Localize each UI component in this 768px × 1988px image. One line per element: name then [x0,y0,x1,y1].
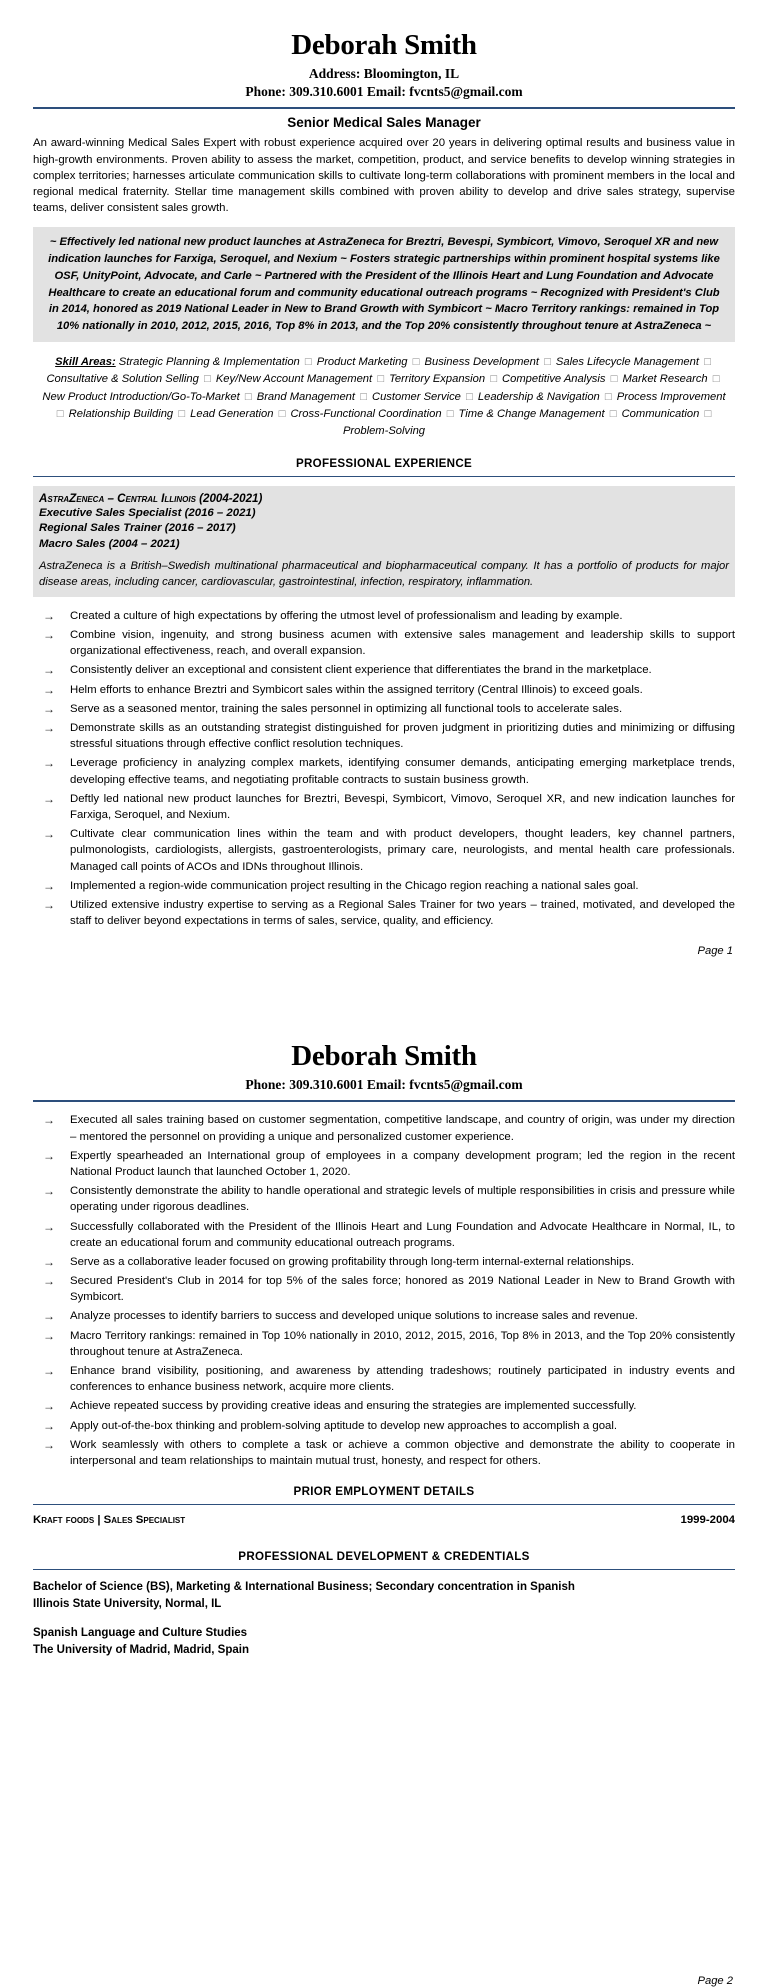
bullet-text: Secured President's Club in 2014 for top 5% of the sales force; honored as 2019 National Leader in New to Brand Growth with Symbicort. [70,1275,735,1304]
education-school: Illinois State University, Normal, IL [33,1597,222,1610]
skill-item: Product Marketing [313,356,411,369]
employer-role-2: Macro Sales (2004 – 2021) [39,537,180,550]
arrow-bullet-icon: → [43,608,55,623]
skill-item: Consultative & Solution Selling [46,373,202,386]
bullet-text: Consistently deliver an exceptional and consistent client experience that differentiates the brand in the marketplace. [70,664,652,677]
employer-role-1: Regional Sales Trainer (2016 – 2017) [39,522,236,535]
bullet-item [39,682,735,698]
employer-role-0: Executive Sales Specialist (2016 – 2021) [39,506,256,519]
skill-separator-icon: □ [178,408,186,421]
skill-separator-icon: □ [466,390,473,403]
experience-bullets-page2 [33,1112,735,1469]
arrow-bullet-icon: → [43,663,55,678]
arrow-bullet-icon: → [43,701,55,716]
skill-separator-icon: □ [278,408,286,421]
bullet-item [39,1273,735,1305]
page-title: Senior Medical Sales Manager [287,115,481,131]
header-divider-2 [33,1100,735,1102]
arrow-bullet-icon: → [43,1418,55,1433]
arrow-bullet-icon: → [43,1328,55,1343]
skill-separator-icon: □ [604,390,612,403]
arrow-bullet-icon: → [43,1113,55,1128]
arrow-bullet-icon: → [43,682,55,697]
bullet-item [39,662,735,678]
bullet-text: Executed all sales training based on customer segmentation, competitive landscape, and country of origin, was under my direction – mentored the personnel on providing a unique and personalized customer experience. [70,1114,735,1143]
education2-school: The University of Madrid, Madrid, Spain [33,1644,249,1657]
section-development [33,1550,735,1570]
education2-program: Spanish Language and Culture Studies [33,1627,248,1640]
skill-separator-icon: □ [360,390,367,403]
skill-areas-label: Skill Areas: [55,356,116,369]
skill-item: Competitive Analysis [498,373,609,386]
skill-separator-icon: □ [412,356,420,369]
candidate-contact: Phone: 309.310.6001 Email: fvcnts5@gmail.com [245,84,523,100]
page-number-2: Page 2 [697,1974,733,1987]
arrow-bullet-icon: → [43,1364,55,1378]
bullet-item [39,1328,735,1360]
skill-separator-icon: □ [712,373,720,386]
header-block-2 [33,1041,735,1102]
section-professional-experience [33,457,735,477]
arrow-bullet-icon: → [43,827,55,842]
header-divider [33,107,735,109]
bullet-text: Enhance brand visibility, positioning, and awareness by attending tradeshows; routinely participated in industry events and conferences to enhance business network, acquire more clients. [70,1365,735,1394]
page2-bottom-space [33,1659,735,1959]
skill-areas [33,354,735,441]
bullet-text: Achieve repeated success by providing creative ideas and ensuring the strategies are implemented successfully. [70,1400,637,1413]
arrow-bullet-icon: → [43,1399,55,1414]
bullet-text: Deftly led national new product launches for Breztri, Bevespi, Symbicort, Vimovo, Seroquel XR, and new indication launches for Farxiga, Seroquel, and Nexium. [70,792,735,821]
bullet-item [39,1148,735,1180]
arrow-bullet-icon: → [43,878,55,893]
bullet-item [39,1112,735,1144]
bullet-item [39,1183,735,1215]
arrow-bullet-icon: → [43,1437,55,1452]
bullet-item [39,791,735,823]
education-block-1 [33,1579,735,1612]
education-block-2 [33,1625,735,1658]
skill-separator-icon: □ [203,373,211,386]
skill-item: Key/New Account Management [212,373,376,386]
arrow-bullet-icon: → [43,1254,55,1269]
skill-separator-icon: □ [446,408,454,421]
bullet-item [39,755,735,787]
bullet-text: Macro Territory rankings: remained in Top 10% nationally in 2010, 2012, 2015, 2016, Top 8% in 2013, and the Top 20% consistently throughout tenure at AstraZeneca. [70,1329,735,1358]
employer-block [33,486,735,597]
bullet-item [39,1219,735,1251]
skill-item: Strategic Planning & Implementation [118,356,303,369]
skill-separator-icon: □ [544,356,551,369]
bullet-text: Helm efforts to enhance Breztri and Symbicort sales within the assigned territory (Central Illinois) to exceed goals. [70,683,643,696]
bullet-item [39,720,735,752]
bullet-item [39,1254,735,1270]
skill-separator-icon: □ [610,373,618,386]
resume-page-2 [0,995,768,1987]
bullet-text: Consistently demonstrate the ability to handle operational and strategic levels of multiple responsibilities in crisis and pressure while operating under rigorous deadlines. [70,1185,735,1214]
bullet-item [39,1398,735,1414]
section-heading: PROFESSIONAL EXPERIENCE [295,456,473,470]
education-degree: Bachelor of Science (BS), Marketing & International Business; Secondary concentration in Spanish [33,1581,575,1594]
skill-separator-icon: □ [304,356,312,369]
bullet-text: Serve as a seasoned mentor, training the sales personnel in optimizing all functional tools to accelerate sales. [70,702,623,715]
resume-page-1 [0,0,768,957]
bullet-text: Combine vision, ingenuity, and strong business acumen with extensive sales management and leadership skills to support organizational effectiveness, reach, and overall expansion. [70,629,735,658]
skill-item: Brand Management [253,390,359,403]
arrow-bullet-icon: → [43,1309,55,1324]
bullet-item [39,627,735,659]
bullet-text: Leverage proficiency in analyzing complex markets, identifying consumer demands, anticipating emerging marketplace trends, developing effective teams, and negotiating profitable contracts to sustain business growth. [70,757,735,786]
career-highlights: ~ Effectively led national new product launches at AstraZeneca for Breztri, Bevespi, Symbicort, Vimovo, Seroquel XR and new indication launches for Farxiga, Seroquel, and Nexium ~ Fosters strategic partnerships within prominent hospital systems like OSF, UnityPoint, Advocate, and Carle ~ Partnered with the President of the Illinois Heart and Lung Foundation and Advocate Healthcare to create an educational forum and community educational outreach programs ~ Recognized with President's Club in 2014, honored as 2019 National Leader in New to Brand Growth with Symbicort ~ Macro Territory rankings: remained in Top 10% nationally in 2010, 2012, 2015, 2016, Top 8% in 2013, and the Top 20% consistently throughout tenure at AstraZeneca ~ [33,227,735,342]
bullet-text: Created a culture of high expectations by offering the utmost level of professionalism and leading by example. [70,609,623,622]
bullet-item [39,897,735,929]
skill-areas-list [42,356,725,437]
skill-item: Territory Expansion [386,373,489,386]
arrow-bullet-icon: → [43,628,55,643]
bullet-item [39,826,735,875]
education-gap [33,1612,735,1625]
prior-dates: 1999-2004 [680,1514,735,1527]
bullet-item [39,1418,735,1434]
section-prior-employment [33,1485,735,1505]
header-block [33,30,735,109]
section-heading-development: PROFESSIONAL DEVELOPMENT & CREDENTIALS [238,1550,530,1564]
section-heading-prior: PRIOR EMPLOYMENT DETAILS [293,1485,475,1499]
arrow-bullet-icon: → [43,1184,55,1199]
skill-separator-icon: □ [609,408,617,421]
skill-item: Problem-Solving [342,425,426,438]
employer-name: AstraZeneca – Central Illinois (2004-2021) [39,491,263,505]
skill-item: Process Improvement [613,390,726,403]
employer-description: AstraZeneca is a British–Swedish multinational pharmaceutical and biopharmaceutical company. It has a portfolio of products for major disease areas, including cancer, cardiovascular, gastrointestinal, infection, respiratory, inflammation. [39,560,729,588]
bullet-item [39,878,735,894]
candidate-name-2: Deborah Smith [291,1040,477,1073]
experience-bullets-page1 [33,608,735,929]
arrow-bullet-icon: → [43,721,55,736]
arrow-bullet-icon: → [43,756,55,771]
section-divider [33,476,735,477]
skill-item: Cross-Functional Coordination [287,408,445,421]
bullet-text: Successfully collaborated with the President of the Illinois Heart and Lung Foundation and Advocate Healthcare in Normal, IL, to create an educational forum and community educational outreach programs. [70,1220,735,1249]
arrow-bullet-icon: → [43,897,55,912]
bullet-item [39,1363,735,1395]
professional-summary: An award-winning Medical Sales Expert with robust experience acquired over 20 years in delivering optimal results and business value in high-growth environments. Proven ability to assess the market, competition, product, and service benefits to develop winning strategies in complex territories; harnesses articulate communication skills to cultivate long-term collaborations with prominent members in the local and regional medical fraternity. Stellar time management skills combined with proven ability to develop and drive sales strategy, supervise teams, deliver consistent sales growth. [33,137,735,215]
page-number-1: Page 1 [697,945,733,958]
skill-item: Lead Generation [187,408,277,421]
page-gap [0,957,768,995]
skill-separator-icon: □ [244,390,252,403]
candidate-name: Deborah Smith [291,29,477,61]
bullet-item [39,701,735,717]
skill-item: New Product Introduction/Go-To-Market [42,390,243,403]
bullet-text: Utilized extensive industry expertise to serving as a Regional Sales Trainer for two years – trained, motivated, and developed the staff to deliver beyond expectations in terms of sales, service, quality, and efficiency. [70,898,735,928]
bullet-text: Serve as a collaborative leader focused on growing profitability through long-term internal-external relationships. [70,1255,635,1268]
skill-item: Communication [618,408,703,421]
bullet-text: Work seamlessly with others to complete a task or achieve a common objective and demonstrate the ability to cooperate in interpersonal and team relationships to maintain mutual trust, honesty, and respect for others. [70,1438,735,1467]
bullet-item [39,608,735,624]
skill-separator-icon: □ [490,373,497,386]
skill-separator-icon: □ [704,356,711,369]
skill-separator-icon: □ [56,408,64,421]
skill-item: Business Development [421,356,543,369]
bullet-item [39,1308,735,1324]
candidate-address: Address: Bloomington, IL [308,65,460,81]
arrow-bullet-icon: → [43,1148,55,1163]
bullet-text: Analyze processes to identify barriers to success and developed unique solutions to increase sales and revenue. [70,1310,638,1323]
bullet-text: Expertly spearheaded an International group of employees in a company development program; led the region in the recent National Product launch that launched October 1, 2020. [70,1149,735,1178]
arrow-bullet-icon: → [43,1219,55,1234]
skill-item: Market Research [619,373,711,386]
bullet-item [39,1437,735,1469]
section-divider-prior [33,1504,735,1505]
skill-item: Time & Change Management [455,408,608,421]
skill-item: Customer Service [368,390,464,403]
skill-separator-icon: □ [704,408,712,421]
prior-employment-row [33,1514,735,1526]
skill-item: Sales Lifecycle Management [552,356,703,369]
skill-separator-icon: □ [377,373,384,386]
arrow-bullet-icon: → [43,791,55,806]
bullet-text: Apply out-of-the-box thinking and problem-solving aptitude to develop new approaches to accomplish a goal. [70,1419,618,1432]
skill-item: Relationship Building [65,408,177,421]
arrow-bullet-icon: → [43,1274,55,1289]
prior-employer: Kraft foods | Sales Specialist [33,1514,186,1527]
candidate-contact-2: Phone: 309.310.6001 Email: fvcnts5@gmail.com [245,1077,523,1093]
bullet-text: Implemented a region-wide communication project resulting in the Chicago region reaching a national sales goal. [70,879,639,892]
section-divider-development [33,1569,735,1570]
skill-item: Leadership & Navigation [474,390,603,403]
bullet-text: Demonstrate skills as an outstanding strategist distinguished for proven judgment in prioritizing duties and minimizing or diffusing stressful situations through effective conflict resolution techniques. [70,722,735,751]
bullet-text: Cultivate clear communication lines within the team and with product developers, thought leaders, key channel partners, pulmonologists, cardiologists, allergists, gastroenterologists, primary care, neurologists, and mental health care professionals. Managed call points of ACOs and IDNs throughout Illinois. [70,828,735,873]
